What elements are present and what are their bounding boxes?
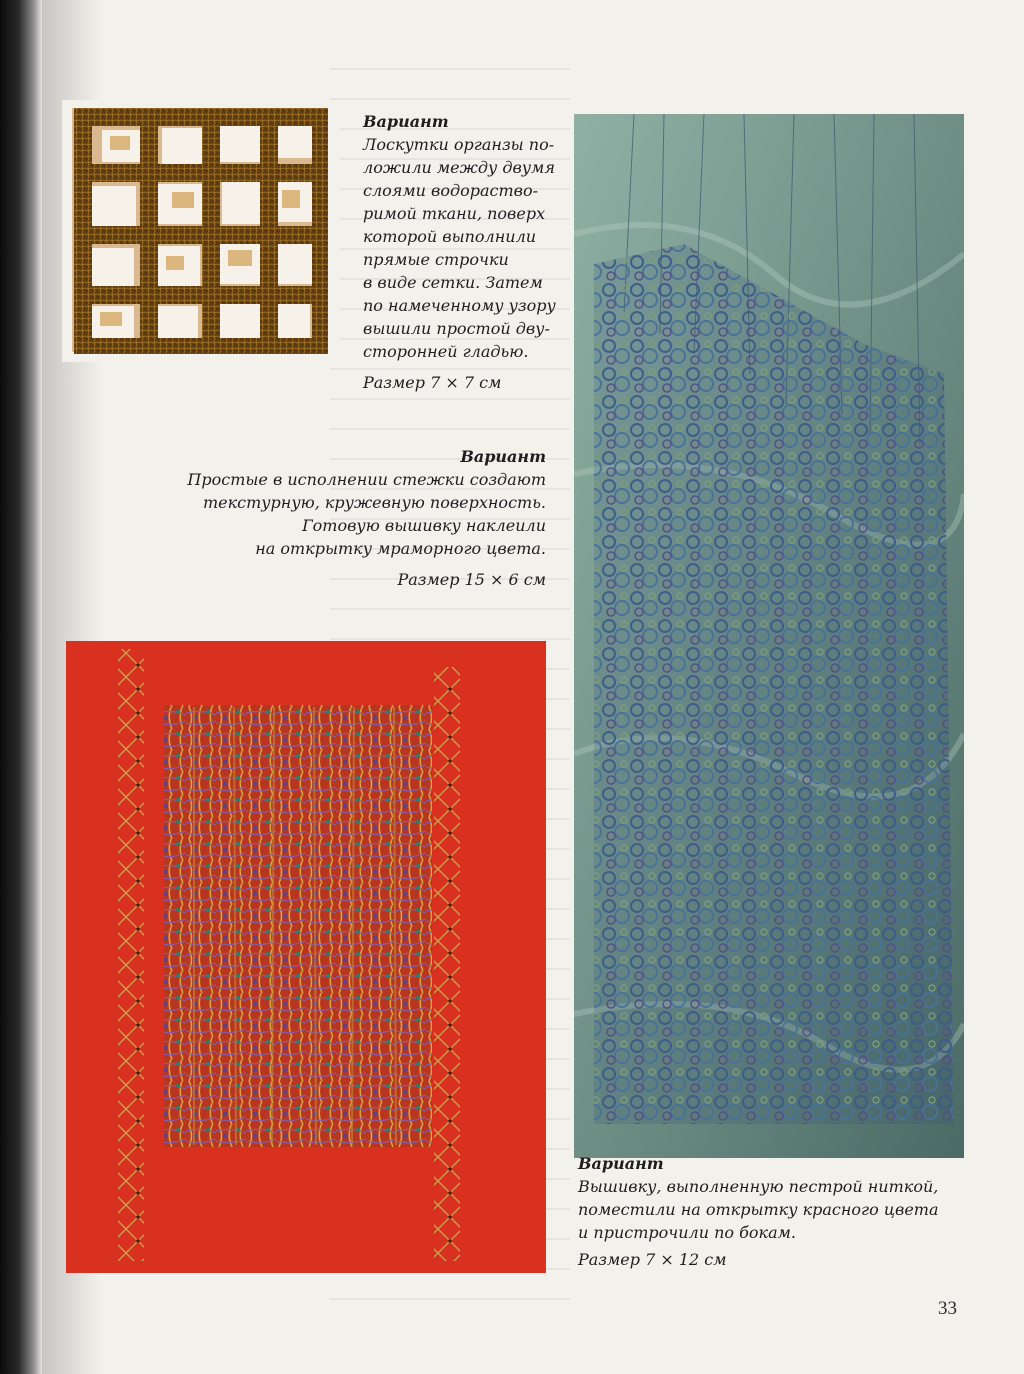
caption-line: которой выполнили — [363, 227, 537, 246]
caption-size: Размер 7 × 7 см — [363, 373, 502, 392]
caption-line: на открытку мраморного цвета. — [255, 539, 546, 558]
red-card-caption — [578, 1152, 958, 1271]
caption-heading: Вариант — [363, 112, 449, 131]
organza-caption — [363, 110, 563, 394]
blue-lace-photo — [574, 114, 964, 1158]
caption-line: по намеченному узору — [363, 296, 556, 315]
caption-line: римой ткани, поверх — [363, 204, 546, 223]
caption-line: вышили простой дву- — [363, 319, 550, 338]
book-spine — [0, 0, 42, 1374]
caption-line: Готовую вышивку наклеили — [302, 516, 546, 535]
caption-line: сторонней гладью. — [363, 342, 529, 361]
caption-size: Размер 7 × 12 см — [578, 1250, 727, 1269]
caption-line: Вышивку, выполненную пестрой ниткой, — [578, 1177, 939, 1196]
caption-line: слоями водораство- — [363, 181, 539, 200]
caption-line: текстурную, кружевную поверхность. — [202, 493, 546, 512]
caption-heading: Вариант — [578, 1154, 664, 1173]
caption-line: Лоскутки органзы по- — [363, 135, 555, 154]
page-number: 33 — [938, 1298, 957, 1319]
caption-line: поместили на открытку красного цвета — [578, 1200, 939, 1219]
organza-grid-photo — [62, 100, 340, 362]
caption-line: прямые строчки — [363, 250, 509, 269]
red-card-photo — [66, 641, 546, 1273]
caption-line: Простые в исполнении стежки создают — [187, 470, 546, 489]
caption-size: Размер 15 × 6 см — [397, 570, 546, 589]
caption-line: ложили между двумя — [363, 158, 555, 177]
lace-caption — [170, 445, 546, 591]
caption-heading: Вариант — [460, 447, 546, 466]
caption-line: и пристрочили по бокам. — [578, 1223, 796, 1242]
caption-line: в виде сетки. Затем — [363, 273, 543, 292]
